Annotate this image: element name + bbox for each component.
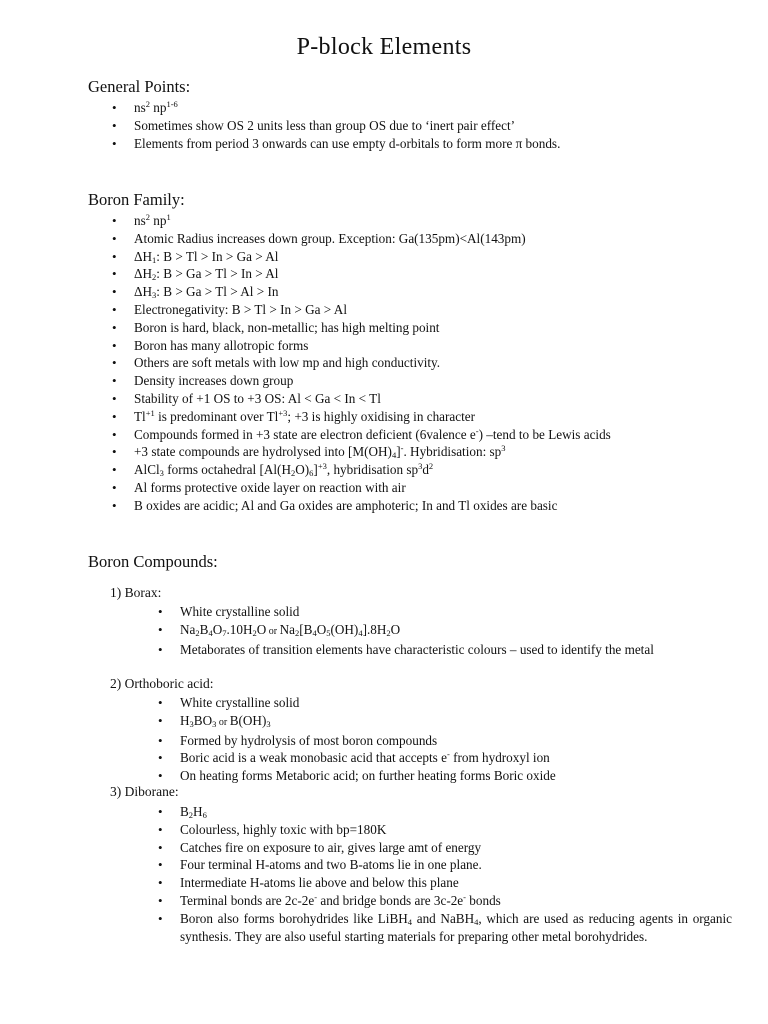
- list-item: • $\Delta H_1$: B > Tl > In > Ga > Al: [134, 248, 744, 266]
- list-item: • Density increases down group: [134, 372, 744, 390]
- list-item: • Boron also forms borohydrides like LiBH$_4$ and NaBH$_4$, which are used as reducing agents in organic synthesis. They are also useful starting materials for preparing other metal borohydrides.: [180, 910, 732, 946]
- diborane-list: [180, 803, 732, 945]
- list-item: • Intermediate H-atoms lie above and below this plane: [180, 874, 732, 892]
- orthoboric-list: [180, 694, 732, 785]
- list-item: • Boron has many allotropic forms: [134, 337, 744, 355]
- list-item: • $H_3BO_3$ or $B(OH)_3$: [180, 712, 732, 732]
- heading-text: General Points: [88, 77, 186, 96]
- list-item: • Others are soft metals with low mp and high conductivity.: [134, 354, 744, 372]
- heading-text: Boron Family: [88, 190, 181, 209]
- list-item: • Compounds formed in +3 state are electron deficient (6valence e-) –tend to be Lewis acids: [134, 426, 744, 444]
- heading-colon: :: [185, 77, 191, 96]
- list-item: • $\Delta H_2$: B > Ga > Tl > In > Al: [134, 265, 744, 283]
- list-item: • White crystalline solid: [180, 694, 732, 712]
- list-item: • $Tl^{+1}$ is predominant over $Tl^{+3}$; +3 is highly oxidising in character: [134, 408, 744, 426]
- general-points-heading: [88, 77, 190, 97]
- list-item: • Terminal bonds are 2c-2e- and bridge bonds are 3c-2e- bonds: [180, 892, 732, 910]
- borax-list: [180, 603, 732, 658]
- list-item: • $ns^2$ $np^1$: [134, 212, 744, 230]
- list-item: • $ns^2$ $np^{1-6}$: [134, 99, 744, 117]
- diborane-label: 3) Diborane:: [110, 784, 179, 799]
- heading-colon: :: [180, 190, 185, 209]
- list-item: • White crystalline solid: [180, 603, 732, 621]
- heading-text: Boron Compounds: [88, 552, 214, 571]
- borax-label: 1) Borax:: [110, 585, 162, 600]
- list-item: • On heating forms Metaboric acid; on further heating forms Boric oxide: [180, 767, 732, 785]
- list-item: • AlCl$_3$ forms octahedral $[Al(H_2O)_6]^{+3}$, hybridisation $sp^3d^2$: [134, 461, 744, 479]
- list-item: • B oxides are acidic; Al and Ga oxides are amphoteric; In and Tl oxides are basic: [134, 497, 744, 515]
- boron-family-heading: [88, 190, 185, 210]
- list-item: • Stability of +1 OS to +3 OS: Al < Ga < In < Tl: [134, 390, 744, 408]
- list-item: • Catches fire on exposure to air, gives large amt of energy: [180, 839, 732, 857]
- boron-compounds-heading: [88, 552, 218, 572]
- list-item: • Boron is hard, black, non-metallic; has high melting point: [134, 319, 744, 337]
- list-item: • Metaborates of transition elements have characteristic colours – used to identify the metal: [180, 641, 732, 659]
- list-item: • Elements from period 3 onwards can use empty d-orbitals to form more π bonds.: [134, 135, 744, 153]
- list-item: • Al forms protective oxide layer on reaction with air: [134, 479, 744, 497]
- list-item: • $\Delta H_3$: B > Ga > Tl > Al > In: [134, 283, 744, 301]
- list-item: • Colourless, highly toxic with bp=180K: [180, 821, 732, 839]
- general-points-list: [134, 99, 744, 152]
- page-title: P-block Elements: [296, 34, 472, 60]
- list-item: • Boric acid is a weak monobasic acid that accepts e- from hydroxyl ion: [180, 749, 732, 767]
- list-item: • Sometimes show OS 2 units less than group OS due to ‘inert pair effect’: [134, 117, 744, 135]
- list-item: • $B_2H_6$: [180, 803, 732, 821]
- list-item: • Atomic Radius increases down group. Exception: Ga(135pm)<Al(143pm): [134, 230, 744, 248]
- boron-family-list: [134, 212, 744, 515]
- list-item: • Four terminal H-atoms and two B-atoms lie in one plane.: [180, 856, 732, 874]
- list-item: • $Na_2B_4O_7.10H_2O$ or $Na_2[B_4O_5(OH)_4].8H_2O$: [180, 621, 732, 641]
- list-item: • +3 state compounds are hydrolysed into $[M(OH)_4]^-$. Hybridisation: $sp^3$: [134, 443, 744, 461]
- orthoboric-label: 2) Orthoboric acid:: [110, 676, 214, 691]
- list-item: • Electronegativity: B > Tl > In > Ga > Al: [134, 301, 744, 319]
- heading-colon: :: [213, 552, 218, 571]
- list-item: • Formed by hydrolysis of most boron compounds: [180, 732, 732, 750]
